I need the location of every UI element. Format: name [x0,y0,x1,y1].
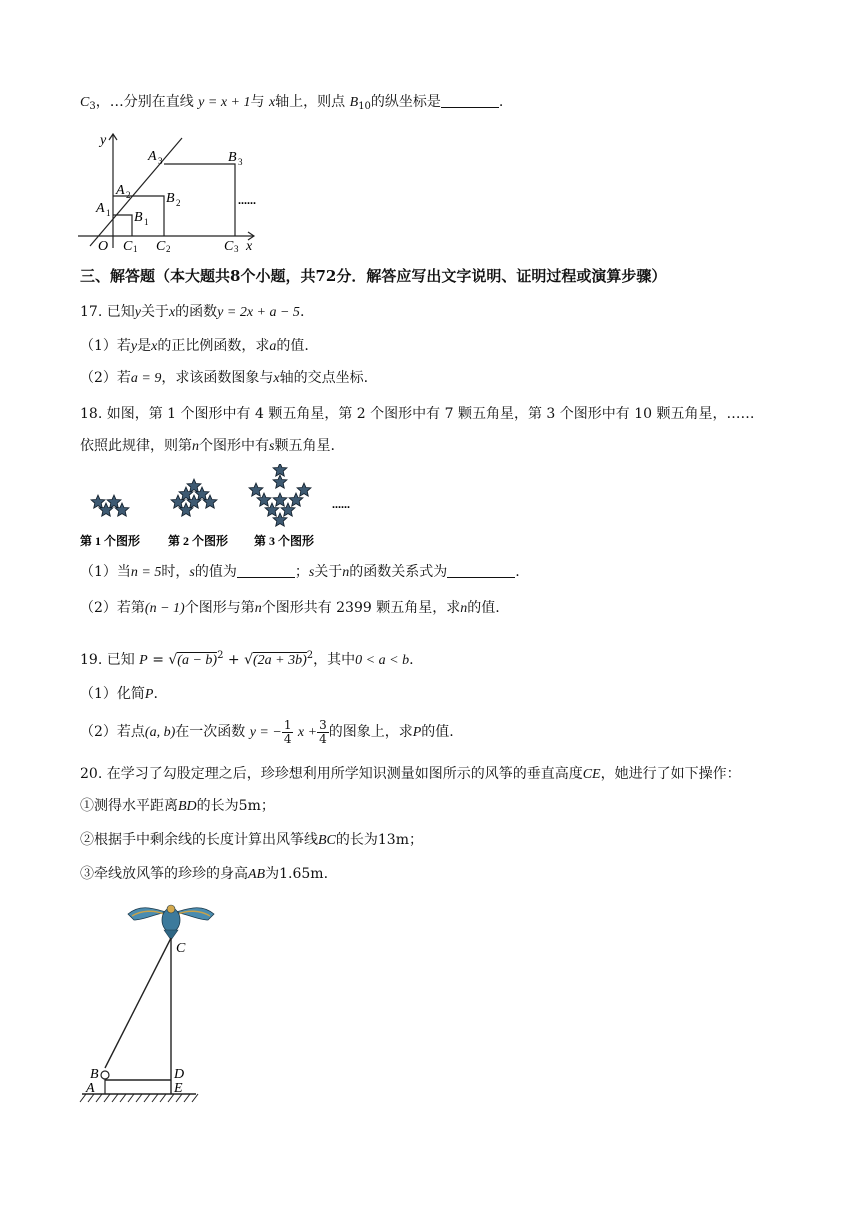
caption-figure-1: 第 1 个图形 [80,534,141,548]
star-icon [297,483,311,496]
variable: x [151,339,158,354]
fig1-point-c1: C [123,239,133,252]
subscript: 2 [166,244,171,252]
answer-blank [441,93,499,108]
segment-label: CE [582,767,601,782]
star-icon [273,475,287,488]
text: 个图形中有 [199,438,269,454]
fig1-point-c3: C [224,239,234,252]
subscript: 2 [126,190,131,200]
text: 是 [137,338,152,354]
fig1-origin-label: O [98,239,109,252]
text: 的函数关系式为 [349,564,448,580]
variable: x [168,305,176,320]
variable: y [130,339,138,354]
text: 的长为 [196,798,239,814]
segment-label: BD [178,799,197,814]
text: . [323,866,329,882]
q17-part-2 [80,368,368,389]
subscript: 10 [358,101,371,112]
point-c3-label: C [80,95,90,110]
q18-stem-line-2 [80,436,335,457]
subscript: 3 [238,157,243,167]
text: ②根据手中剩余线的长度计算出风筝线 [80,832,318,848]
star-icon [187,479,201,492]
subscript: 1 [133,244,138,252]
measurement: 13m [377,832,409,848]
text: 与 [250,94,265,110]
text: 依照此规律，则第 [80,438,192,454]
text: . [409,652,414,668]
variable: P [139,653,148,668]
variable: n [192,439,199,454]
text: 的值. [467,600,500,616]
text: . [498,94,504,110]
superscript: 2 [217,650,224,661]
variable: n [254,601,262,616]
section-3-heading: 三、解答题（本大题共8个小题，共72分．解答应写出文字说明、证明过程或演算步骤） [80,267,667,285]
text: 的长为 [335,832,378,848]
text: 的图象上，求 [328,724,413,740]
star-icon [91,495,105,508]
fig1-point-b1: B [134,210,143,225]
denominator: 4 [319,731,327,746]
subscript: 2 [176,198,181,208]
stars-layer [91,464,311,526]
text: ； [260,798,275,814]
q20-step-2 [80,830,423,851]
fig1-point-a3: A [148,149,157,164]
answer-blank [237,563,295,578]
kite-point-e: E [174,1081,183,1096]
text: = [152,652,164,668]
fig1-axis-x-label: x [246,239,253,252]
variable: a [269,339,277,354]
kite-point-b: B [90,1067,99,1082]
person-head-marker [101,1071,109,1079]
measurement: 1.65m [279,866,324,882]
fig1-point-a1: A [96,201,105,216]
text: （2）若点 [80,724,145,740]
fig1-point-b3: B [228,150,237,165]
text: 20. 在学习了勾股定理之后，珍珍想利用所学知识测量如图所示的风筝的垂直高度 [80,766,583,782]
text: 个图形共有 2399 颗五角星，求 [261,600,461,616]
q17-stem [80,302,304,323]
variable: s [189,565,195,580]
text: . [153,686,158,702]
radicand: (2a + 3b) [253,653,307,668]
radicand: (a − b) [177,653,218,668]
expression: (n − 1) [144,601,185,616]
text: 关于 [140,304,169,320]
fig1-continuation-dots: ...... [238,193,256,207]
subscript: 1 [106,208,111,218]
kite-point-c: C [176,941,186,956]
variable: n [342,565,350,580]
sqrt-term-2: $√(2a + 3b)^2$ [244,650,314,668]
point: (a, b) [144,725,176,740]
equation-part: x + [297,725,318,740]
point-label: B [349,95,359,110]
text: ，…分别在直线 [95,94,194,110]
text: 的纵坐标是 [370,94,441,110]
numerator: 3 [319,717,327,732]
variable: x [268,95,276,110]
fraction-one-quarter [282,719,294,746]
q16-tail-line [80,92,503,117]
q19-part-2 [80,718,454,746]
text: ，其中 [313,652,356,668]
fig1-point-b2: B [166,191,175,206]
text: . [299,304,305,320]
text: ③牵线放风筝的珍珍的身高 [80,866,248,882]
q18-stem-line-1: 18. 如图，第 1 个图形中有 4 颗五角星，第 2 个图形中有 7 颗五角星，第 3 个图形中有 10 颗五角星，…… [80,406,755,422]
star-icon [273,493,287,506]
q17-part-1 [80,336,309,357]
text: ①测得水平距离 [80,798,178,814]
staircase-squares-figure [76,128,276,252]
sqrt-term-1: $√(a - b)^2$ [168,650,224,668]
text: 的值. [421,724,454,740]
text: ； [408,832,423,848]
text: 的值为 [194,564,237,580]
text: （1）若 [80,338,131,354]
text: 的正比例函数，求 [157,338,270,354]
kite-icon [128,905,214,940]
text: （2）若 [80,370,131,386]
text: 19. 已知 [80,652,135,668]
text: ，求该函数图象与 [161,370,274,386]
subscript: 3 [158,156,163,166]
text: 在一次函数 [175,724,246,740]
text: 17. 已知 [80,304,135,320]
caption-figure-2: 第 2 个图形 [168,534,229,548]
stars-continuation-dots: ...... [332,497,350,511]
text: . [515,564,520,580]
answer-blank [447,563,515,578]
fig1-point-a2: A [116,183,125,198]
function-equation: y = 2x + a − 5 [217,305,300,320]
text: 的函数 [175,304,218,320]
text: 为 [265,866,280,882]
q19-part-1 [80,684,158,705]
kite-figure [76,898,236,1110]
variable: P [412,725,422,740]
equation-part: y = − [249,725,282,740]
measurement: 5m [238,798,261,814]
variable: s [269,439,275,454]
numerator: 1 [283,717,292,732]
text: （1）当 [80,564,131,580]
line-equation: y = x + 1 [198,95,251,110]
text: + [227,652,240,668]
text: 关于 [314,564,343,580]
text: 的值. [276,338,309,354]
text: 轴的交点坐标. [279,370,369,386]
variable: P [144,687,154,702]
subscript: 1 [144,217,149,227]
q19-stem [80,646,414,671]
condition: n = 5 [130,565,162,580]
q20-step-3 [80,864,328,885]
segment-label: BC [318,833,336,848]
subscript: 3 [234,244,239,252]
text: 轴上，则点 [275,94,346,110]
star-icon [107,495,121,508]
variable: n [460,601,468,616]
segment-label: AB [248,867,266,882]
condition: a = 9 [130,371,162,386]
text: 个图形与第 [184,600,255,616]
variable: y [134,305,141,320]
denominator: 4 [283,731,292,746]
kite-point-a: A [86,1081,95,1096]
q20-stem [80,764,741,785]
fig1-axis-y-label: y [100,133,107,148]
variable: s [308,565,315,580]
star-pattern-figure [76,464,376,554]
text: 颗五角星. [274,438,335,454]
condition: 0 < a < b [355,653,410,668]
q20-step-1 [80,796,275,817]
subscript: 3 [89,101,96,112]
variable: x [273,371,280,386]
kite-point-d: D [174,1067,185,1082]
caption-figure-3: 第 3 个图形 [254,534,315,548]
fig1-point-c2: C [156,239,166,252]
superscript: 2 [306,650,314,661]
text: ，她进行了如下操作： [600,766,741,782]
text: ； [294,564,309,580]
q18-part-2 [80,598,500,619]
fraction-three-quarters [317,719,329,746]
text: （1）化简 [80,686,145,702]
q18-part-1 [80,562,520,583]
star-icon [249,483,263,496]
text: 时， [161,564,190,580]
text: （2）若第 [80,600,145,616]
